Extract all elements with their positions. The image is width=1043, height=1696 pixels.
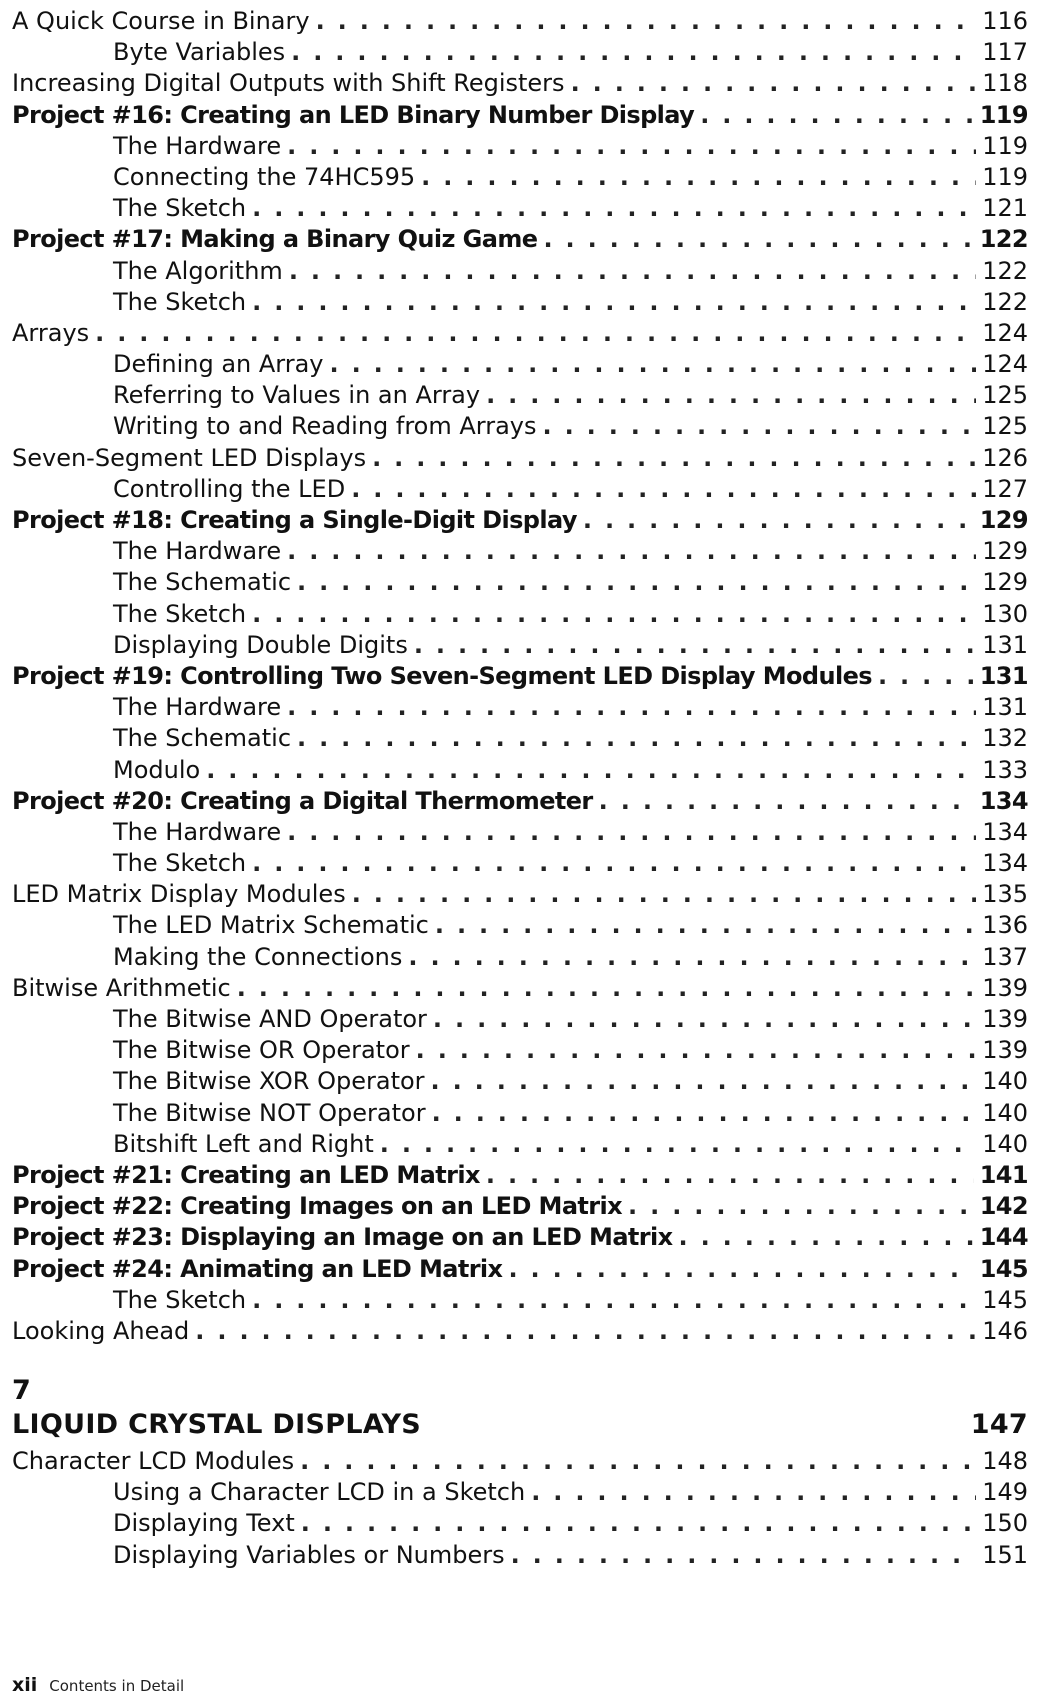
toc-entry-page: 134 <box>982 817 1028 846</box>
toc-entry[interactable] <box>12 1508 1028 1539</box>
toc-entry-page: 139 <box>982 1036 1028 1065</box>
dot-leader <box>252 287 976 318</box>
toc-entry-label: Increasing Digital Outputs with Shift Registers <box>12 69 565 98</box>
dot-leader <box>252 1285 976 1316</box>
toc-entry-page: 146 <box>982 1316 1028 1345</box>
running-title: Contents in Detail <box>49 1677 185 1695</box>
toc-entry[interactable] <box>12 692 1028 723</box>
toc-entry[interactable] <box>12 879 1028 910</box>
dot-leader <box>432 1098 977 1129</box>
toc-entry-label: Displaying Variables or Numbers <box>113 1540 505 1569</box>
toc-entry-label: Referring to Values in an Array <box>113 381 481 410</box>
toc-entry-page: 151 <box>982 1540 1028 1569</box>
dot-leader <box>511 1540 977 1571</box>
dot-leader <box>408 942 976 973</box>
toc-entry-label: The Sketch <box>113 287 247 316</box>
toc-entry[interactable] <box>12 536 1028 567</box>
toc-entry-label: The Bitwise XOR Operator <box>113 1067 425 1096</box>
toc-entry-page: 118 <box>982 69 1028 98</box>
toc-entry[interactable] <box>12 349 1028 380</box>
dot-leader <box>287 817 976 848</box>
toc-entry[interactable] <box>12 1191 1028 1222</box>
chapter-section <box>12 1374 1028 1571</box>
dot-leader <box>628 1191 974 1222</box>
chapter-heading[interactable] <box>12 1408 1028 1442</box>
toc-entry[interactable] <box>12 848 1028 879</box>
toc-entry[interactable] <box>12 193 1028 224</box>
page-footer <box>12 1676 184 1695</box>
toc-entry-label: The Schematic <box>113 568 292 597</box>
toc-entry-page: 139 <box>982 1005 1028 1033</box>
toc-entry-page: 129 <box>982 537 1028 566</box>
toc-entry-label: Project #16: Creating an LED Binary Number Display <box>12 100 695 129</box>
dot-leader <box>287 692 976 723</box>
chapter-entries <box>12 1446 1028 1571</box>
dot-leader <box>252 599 976 630</box>
toc-entry[interactable] <box>12 973 1028 1004</box>
dot-leader <box>486 380 976 411</box>
toc-entry-label: LED Matrix Display Modules <box>12 880 346 909</box>
toc-entry[interactable] <box>12 1129 1028 1160</box>
toc-entry-page: 144 <box>979 1223 1028 1252</box>
toc-entry-page: 117 <box>982 38 1028 67</box>
table-of-contents <box>12 6 1028 1347</box>
toc-entry-label: Project #21: Creating an LED Matrix <box>12 1160 480 1189</box>
toc-entry-label: The Schematic <box>113 724 292 753</box>
toc-entry-page: 137 <box>982 942 1028 971</box>
dot-leader <box>95 318 976 349</box>
toc-entry[interactable] <box>12 1222 1028 1253</box>
dot-leader <box>316 6 977 37</box>
toc-entry-label: The Sketch <box>113 849 247 878</box>
dot-leader <box>435 910 976 941</box>
dot-leader <box>380 1129 976 1160</box>
toc-entry-label: The Algorithm <box>113 256 283 285</box>
toc-entry-label: Bitshift Left and Right <box>113 1129 374 1158</box>
toc-entry-page: 127 <box>982 474 1028 503</box>
toc-entry-label: Making the Connections <box>113 942 403 971</box>
dot-leader <box>252 193 976 224</box>
dot-leader <box>297 723 976 754</box>
toc-entry-label: The Sketch <box>113 599 247 628</box>
toc-entry-label: Arrays <box>12 318 90 347</box>
toc-entry-page: 132 <box>982 724 1028 753</box>
toc-entry-page: 116 <box>982 7 1028 35</box>
toc-entry-page: 125 <box>982 412 1028 441</box>
toc-entry[interactable] <box>12 1254 1028 1285</box>
dot-leader <box>330 349 977 380</box>
chapter-number: 7 <box>12 1375 31 1406</box>
toc-entry[interactable] <box>12 224 1028 255</box>
dot-leader <box>252 848 976 879</box>
toc-entry-page: 140 <box>982 1129 1028 1158</box>
toc-entry-label: Using a Character LCD in a Sketch <box>113 1478 526 1507</box>
dot-leader <box>543 411 977 442</box>
dot-leader <box>206 755 976 786</box>
toc-entry-label: Controlling the LED <box>113 474 346 503</box>
toc-entry[interactable] <box>12 6 1028 37</box>
toc-entry-page: 126 <box>982 443 1028 472</box>
toc-entry-page: 149 <box>982 1478 1028 1507</box>
toc-entry[interactable] <box>12 910 1028 941</box>
toc-entry-label: The Hardware <box>113 693 282 722</box>
toc-entry[interactable] <box>12 474 1028 505</box>
dot-leader <box>571 68 977 99</box>
dot-leader <box>287 536 976 567</box>
dot-leader <box>297 567 976 598</box>
toc-entry-page: 122 <box>982 287 1028 316</box>
toc-entry-page: 148 <box>982 1447 1028 1475</box>
dot-leader <box>289 256 976 287</box>
toc-entry[interactable] <box>12 567 1028 598</box>
toc-entry[interactable] <box>12 37 1028 68</box>
dot-leader <box>416 1035 977 1066</box>
toc-entry[interactable] <box>12 162 1028 193</box>
toc-entry-label: Bitwise Arithmetic <box>12 973 231 1002</box>
toc-entry[interactable] <box>12 100 1028 131</box>
toc-entry-label: Defining an Array <box>113 350 324 379</box>
toc-entry[interactable] <box>12 1540 1028 1571</box>
dot-leader <box>287 131 976 162</box>
toc-entry-label: Project #19: Controlling Two Seven-Segment LED Display Modules <box>12 661 872 690</box>
toc-entry-page: 122 <box>979 225 1028 254</box>
toc-entry-label: Looking Ahead <box>12 1316 190 1345</box>
toc-entry-label: Project #22: Creating Images on an LED Matrix <box>12 1192 623 1221</box>
toc-entry-label: Displaying Double Digits <box>113 630 408 659</box>
toc-entry-page: 131 <box>982 630 1028 659</box>
toc-entry-page: 119 <box>982 131 1028 160</box>
toc-entry-page: 145 <box>979 1254 1028 1283</box>
chapter-page: 147 <box>970 1409 1028 1440</box>
toc-entry-label: The Sketch <box>113 1285 247 1314</box>
toc-entry-page: 129 <box>982 568 1028 597</box>
dot-leader <box>431 1066 977 1097</box>
dot-leader <box>583 505 974 536</box>
dot-leader <box>351 474 976 505</box>
toc-entry[interactable] <box>12 1316 1028 1347</box>
toc-entry-label: Project #17: Making a Binary Quiz Game <box>12 225 538 254</box>
toc-entry[interactable] <box>12 1285 1028 1316</box>
toc-entry[interactable] <box>12 411 1028 442</box>
dot-leader <box>486 1160 974 1191</box>
toc-entry-label: Seven-Segment LED Displays <box>12 443 367 472</box>
toc-entry[interactable] <box>12 599 1028 630</box>
toc-entry-page: 134 <box>979 786 1028 815</box>
toc-entry[interactable] <box>12 505 1028 536</box>
dot-leader <box>531 1477 976 1508</box>
toc-entry-page: 136 <box>982 911 1028 940</box>
dot-leader <box>301 1508 976 1539</box>
dot-leader <box>679 1222 974 1253</box>
toc-entry-page: 122 <box>982 256 1028 285</box>
toc-entry-page: 119 <box>979 100 1028 129</box>
toc-entry-page: 140 <box>982 1067 1028 1096</box>
toc-entry[interactable] <box>12 287 1028 318</box>
toc-entry[interactable] <box>12 817 1028 848</box>
toc-entry[interactable] <box>12 1035 1028 1066</box>
toc-entry-label: Byte Variables <box>113 38 286 67</box>
toc-entry-page: 134 <box>982 849 1028 878</box>
toc-entry-label: The Bitwise NOT Operator <box>113 1098 426 1127</box>
toc-entry-label: Project #23: Displaying an Image on an LED Matrix <box>12 1223 673 1252</box>
dot-leader <box>195 1316 976 1347</box>
toc-entry-page: 121 <box>982 194 1028 223</box>
toc-entry-label: Project #18: Creating a Single-Digit Display <box>12 506 577 534</box>
toc-entry-label: A Quick Course in Binary <box>12 7 310 35</box>
toc-entry[interactable] <box>12 443 1028 474</box>
toc-entry[interactable] <box>12 1160 1028 1191</box>
toc-entry-page: 135 <box>982 880 1028 909</box>
toc-entry-page: 139 <box>982 973 1028 1002</box>
toc-entry[interactable] <box>12 755 1028 786</box>
dot-leader <box>421 162 976 193</box>
toc-entry-label: The Hardware <box>113 537 282 566</box>
toc-entry[interactable] <box>12 1098 1028 1129</box>
toc-entry-page: 130 <box>982 599 1028 628</box>
dot-leader <box>700 100 974 131</box>
toc-entry-label: The Hardware <box>113 131 282 160</box>
dot-leader <box>599 786 974 817</box>
toc-entry[interactable] <box>12 723 1028 754</box>
toc-entry-label: Project #20: Creating a Digital Thermometer <box>12 786 593 815</box>
toc-entry[interactable] <box>12 1477 1028 1508</box>
toc-entry-page: 145 <box>982 1285 1028 1314</box>
toc-entry-label: Character LCD Modules <box>12 1447 295 1475</box>
toc-entry-label: The Hardware <box>113 817 282 846</box>
toc-entry-label: Displaying Text <box>113 1509 295 1538</box>
toc-entry[interactable] <box>12 131 1028 162</box>
toc-entry-label: Project #24: Animating an LED Matrix <box>12 1254 503 1283</box>
toc-entry[interactable] <box>12 786 1028 817</box>
dot-leader <box>300 1446 976 1477</box>
toc-entry[interactable] <box>12 380 1028 411</box>
dot-leader <box>414 630 976 661</box>
toc-entry[interactable] <box>12 630 1028 661</box>
toc-entry-page: 124 <box>982 350 1028 379</box>
toc-entry-label: Writing to and Reading from Arrays <box>113 412 537 441</box>
toc-entry[interactable] <box>12 256 1028 287</box>
chapter-title: LIQUID CRYSTAL DISPLAYS <box>12 1409 422 1440</box>
toc-entry[interactable] <box>12 1066 1028 1097</box>
toc-entry-page: 131 <box>979 661 1028 690</box>
toc-entry[interactable] <box>12 68 1028 99</box>
dot-leader <box>433 1004 976 1035</box>
dot-leader <box>543 224 973 255</box>
toc-entry[interactable] <box>12 1446 1028 1477</box>
toc-entry-page: 140 <box>982 1098 1028 1127</box>
dot-leader <box>372 443 976 474</box>
toc-entry[interactable] <box>12 1004 1028 1035</box>
toc-entry-label: The LED Matrix Schematic <box>113 911 429 940</box>
toc-entry-label: The Bitwise OR Operator <box>113 1036 410 1065</box>
dot-leader <box>508 1254 973 1285</box>
toc-entry-page: 131 <box>982 693 1028 722</box>
toc-entry-page: 142 <box>979 1192 1028 1221</box>
dot-leader <box>291 37 976 68</box>
toc-entry[interactable] <box>12 661 1028 692</box>
dot-leader <box>237 973 976 1004</box>
page-folio: xii <box>12 1674 38 1696</box>
dot-leader <box>878 661 974 692</box>
toc-entry-page: 150 <box>982 1509 1028 1538</box>
toc-entry-page: 129 <box>979 506 1028 534</box>
toc-entry-page: 141 <box>979 1160 1028 1189</box>
toc-entry-page: 124 <box>982 318 1028 347</box>
toc-entry[interactable] <box>12 318 1028 349</box>
toc-entry-page: 119 <box>982 162 1028 191</box>
toc-entry-label: Connecting the 74HC595 <box>113 162 416 191</box>
toc-entry[interactable] <box>12 942 1028 973</box>
toc-entry-label: Modulo <box>113 755 201 784</box>
toc-entry-label: The Bitwise AND Operator <box>113 1005 427 1033</box>
dot-leader <box>352 879 976 910</box>
toc-entry-page: 133 <box>982 755 1028 784</box>
toc-entry-page: 125 <box>982 381 1028 410</box>
toc-entry-label: The Sketch <box>113 194 247 223</box>
